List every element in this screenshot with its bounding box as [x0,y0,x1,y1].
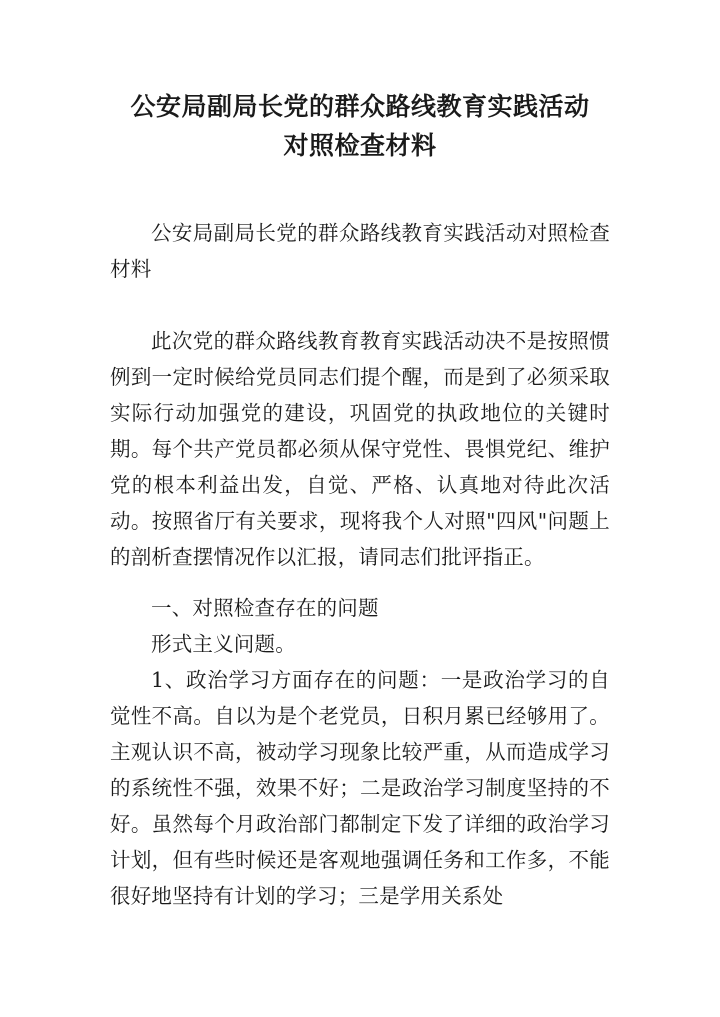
document-subtitle: 公安局副局长党的群众路线教育实践活动对照检查材料 [110,221,610,281]
section-heading: 一、对照检查存在的问题 [151,596,379,620]
document-title-line2: 对照检查材料 [283,131,437,160]
document-title-line1: 公安局副局长党的群众路线教育实践活动 [130,92,590,121]
item-paragraph: 1、政治学习方面存在的问题：一是政治学习的自觉性不高。自以为是个老党员，日积月累已经够用了。主观认识不高，被动学习现象比较严重，从而造成学习的系统性不强，效果不好；二是政治学习制度坚持的不好。虽然每个月政治部门都制定下发了详细的政治学习计划，但有些时候还是客观地强调任务和工作多，不能很好地坚持有计划的学习；三是学用关系处 [110,668,610,908]
section-subheading: 形式主义问题。 [151,632,296,656]
intro-paragraph: 此次党的群众路线教育教育实践活动决不是按照惯例到一定时候给党员同志们提个醒，而是到了必须采取实际行动加强党的建设，巩固党的执政地位的关键时期。每个共产党员都必须从保守党性、畏惧党纪、维护党的根本利益出发，自觉、严格、认真地对待此次活动。按照省厅有关要求，现将我个人对照"四风"问题上的剖析查摆情况作以汇报，请同志们批评指正。 [110,329,610,569]
